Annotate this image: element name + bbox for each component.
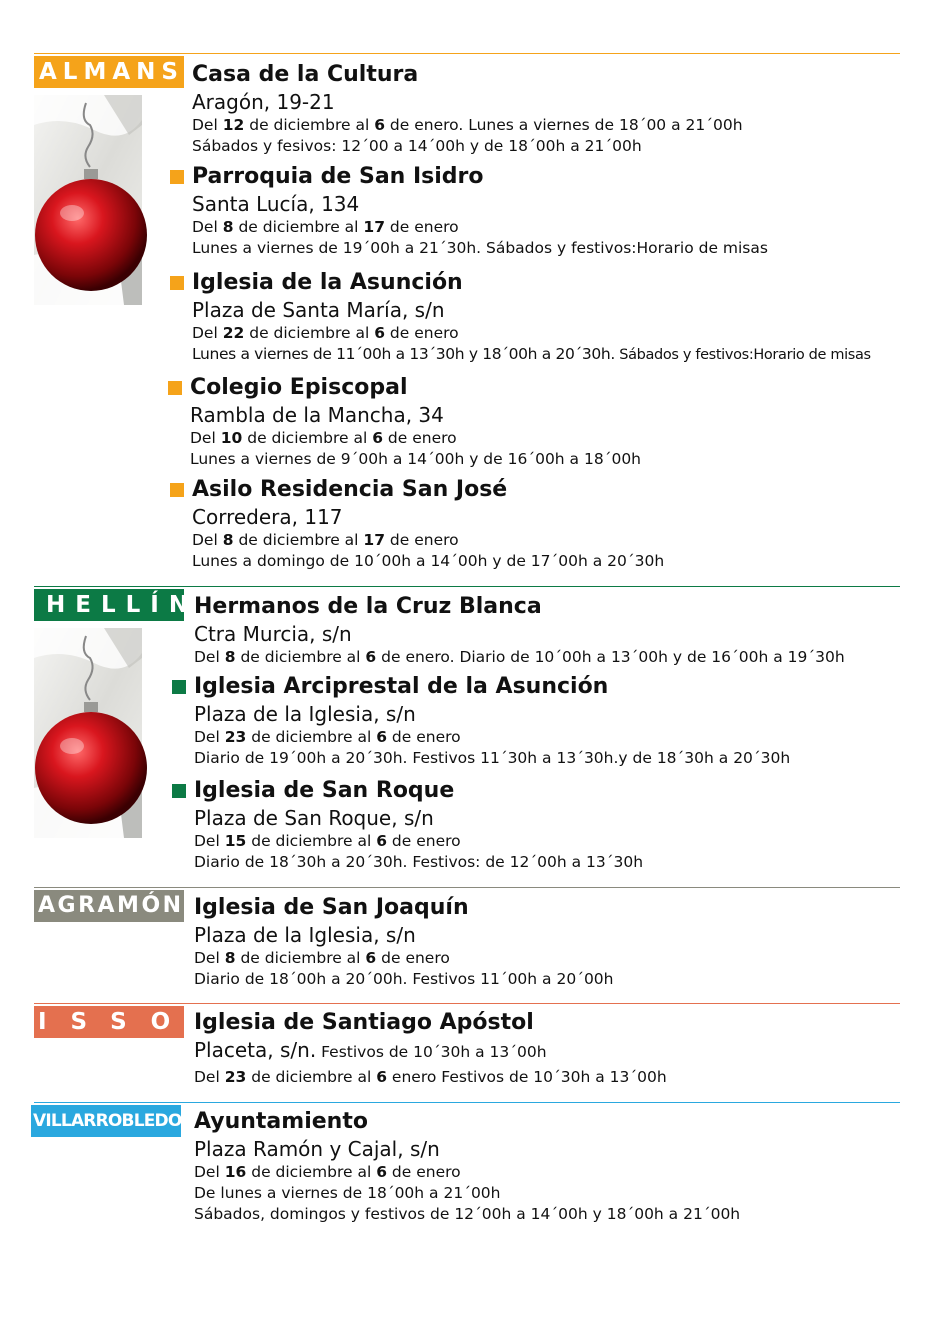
venue-entry: [192, 476, 664, 572]
venue-entry: [192, 61, 743, 157]
venue-name: Casa de la Cultura: [192, 62, 419, 87]
town-label-almansa: ALMANSA: [34, 56, 184, 88]
town-label-agramon: AGRAMÓN: [34, 890, 184, 922]
venue-dates: Del 8 de diciembre al 17 de enero: [192, 531, 459, 549]
square-bullet-icon: [172, 784, 186, 798]
venue-dates: Del 10 de diciembre al 6 de enero: [190, 429, 457, 447]
venue-address: Plaza Ramón y Cajal, s/n: [194, 1137, 440, 1161]
venue-name: Iglesia de Santiago Apóstol: [194, 1010, 534, 1035]
town-label-villarrobledo: VILLARROBLEDO: [31, 1105, 181, 1137]
venue-name: Ayuntamiento: [194, 1109, 368, 1134]
venue-entry: [192, 269, 871, 366]
venue-entry: [194, 593, 845, 668]
christmas-ornament-image: [34, 628, 142, 838]
venue-address: Plaza de la Iglesia, s/n: [194, 923, 416, 947]
venue-hours-weekend: Sábados, domingos y festivos de 12´00h a 14´00h y 18´00h a 21´00h: [194, 1205, 741, 1223]
square-bullet-icon: [170, 170, 184, 184]
venue-address: Ctra Murcia, s/n: [194, 622, 352, 646]
venue-name: Iglesia de la Asunción: [192, 270, 463, 295]
venue-entry: [194, 777, 643, 873]
section-rule: [34, 887, 900, 888]
venue-entry: [190, 374, 641, 470]
town-label-hellin: HELLÍN: [34, 589, 184, 621]
venue-address: Plaza de Santa María, s/n: [192, 298, 445, 322]
venue-address: Santa Lucía, 134: [192, 192, 360, 216]
square-bullet-icon: [172, 680, 186, 694]
venue-address: Rambla de la Mancha, 34: [190, 403, 444, 427]
venue-hours: Diario de 18´30h a 20´30h. Festivos: de 12´00h a 13´30h: [194, 853, 644, 871]
venue-address: Corredera, 117: [192, 505, 343, 529]
venue-dates: Del 23 de diciembre al 6 de enero: [194, 728, 461, 746]
venue-address: Plaza de San Roque, s/n: [194, 806, 434, 830]
venue-hours: Lunes a domingo de 10´00h a 14´00h y de 17´00h a 20´30h: [192, 552, 665, 570]
venue-dates: Del 8 de diciembre al 6 de enero. Diario de 10´00h a 13´00h y de 16´00h a 19´30h: [194, 648, 845, 666]
venue-hours: Sábados y fesivos: 12´00 a 14´00h y de 18´00h a 21´00h: [192, 137, 642, 155]
venue-name: Parroquia de San Isidro: [192, 164, 484, 189]
venue-address: Placeta, s/n. Festivos de 10´30h a 13´00h: [194, 1038, 547, 1062]
venue-hours: Lunes a viernes de 19´00h a 21´30h. Sábados y festivos:Horario de misas: [192, 239, 768, 257]
venue-name: Asilo Residencia San José: [192, 477, 508, 502]
venue-hours: Diario de 18´00h a 20´00h. Festivos 11´00h a 20´00h: [194, 970, 614, 988]
venue-entry: [194, 673, 790, 769]
venue-dates: Del 12 de diciembre al 6 de enero. Lunes a viernes de 18´00 a 21´00h: [192, 116, 743, 134]
venue-name: Iglesia Arciprestal de la Asunción: [194, 674, 609, 699]
venue-name: Iglesia de San Roque: [194, 778, 455, 803]
venue-name: Colegio Episcopal: [190, 375, 408, 400]
venue-hours: Lunes a viernes de 9´00h a 14´00h y de 16´00h a 18´00h: [190, 450, 642, 468]
venue-hours: Diario de 19´00h a 20´30h. Festivos 11´30h a 13´30h.y de 18´30h a 20´30h: [194, 749, 791, 767]
town-label-isso: ISSO: [34, 1006, 184, 1038]
venue-entry: [194, 894, 614, 990]
venue-entry: [194, 1009, 667, 1088]
venue-address: Aragón, 19-21: [192, 90, 335, 114]
venue-dates: Del 23 de diciembre al 6 enero Festivos de 10´30h a 13´00h: [194, 1068, 667, 1086]
venue-entry: [192, 163, 768, 259]
venue-address: Plaza de la Iglesia, s/n: [194, 702, 416, 726]
venue-address-note: Festivos de 10´30h a 13´00h: [316, 1043, 547, 1061]
section-rule: [34, 1003, 900, 1004]
square-bullet-icon: [168, 381, 182, 395]
section-rule: [34, 53, 900, 54]
section-rule: [34, 1102, 900, 1103]
venue-dates: Del 8 de diciembre al 17 de enero: [192, 218, 459, 236]
venue-entry: [194, 1108, 740, 1225]
venue-dates: Del 8 de diciembre al 6 de enero: [194, 949, 450, 967]
venue-dates: Del 16 de diciembre al 6 de enero: [194, 1163, 461, 1181]
venue-name: Hermanos de la Cruz Blanca: [194, 594, 542, 619]
christmas-ornament-image: [34, 95, 142, 305]
venue-hours: De lunes a viernes de 18´00h a 21´00h: [194, 1184, 501, 1202]
venue-dates: Del 15 de diciembre al 6 de enero: [194, 832, 461, 850]
square-bullet-icon: [170, 276, 184, 290]
square-bullet-icon: [170, 483, 184, 497]
section-rule: [34, 586, 900, 587]
venue-hours: Lunes a viernes de 11´00h a 13´30h y 18´00h a 20´30h. Sábados y festivos:Horario de misas: [192, 345, 871, 363]
venue-name: Iglesia de San Joaquín: [194, 895, 469, 920]
venue-dates: Del 22 de diciembre al 6 de enero: [192, 324, 459, 342]
